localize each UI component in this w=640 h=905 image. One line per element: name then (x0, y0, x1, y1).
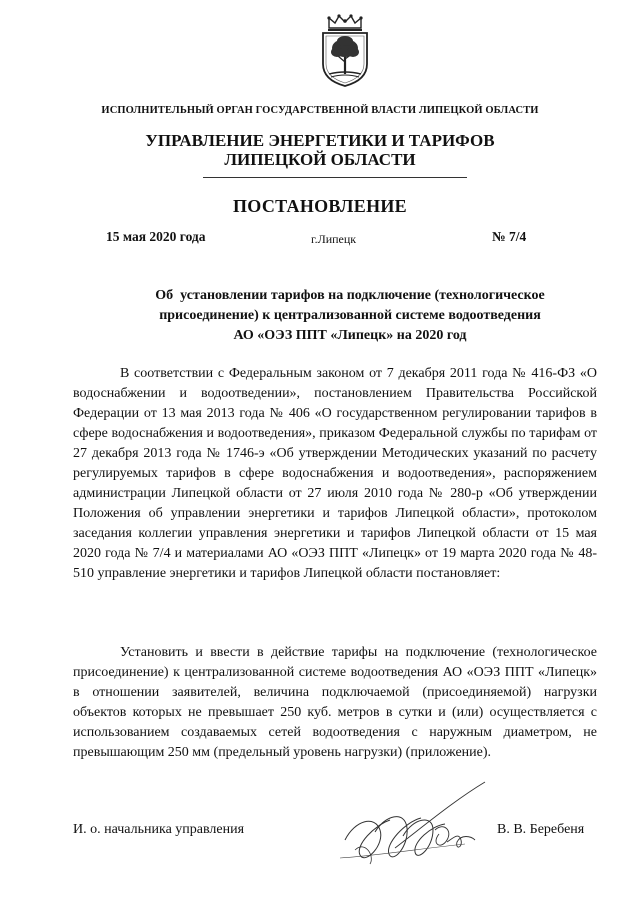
document-number: № 7/4 (492, 229, 527, 244)
document-subject (90, 286, 610, 346)
department-line-1: УПРАВЛЕНИЕ ЭНЕРГЕТИКИ И ТАРИФОВ (145, 131, 495, 150)
document-city: г.Липецк (311, 232, 357, 246)
subject-line-1: Об установлении тарифов на подключение (технологическое (155, 288, 545, 303)
signatory-title: И. о. начальника управления (73, 822, 245, 837)
signatory-name: В. В. Беребеня (497, 822, 585, 837)
body-paragraph-2: Установить и ввести в действие тарифы на подключение (технологическое присоединение) к централизованной системе водоотведения АО «ОЭЗ ППТ «Липецк» в отношении заявителей, величина подключаемой (присоединяемой) нагрузки объектов которых не превышает 250 куб. метров в сутки и (или) осуществляется с использованием создаваемых сетей водоотведения с наружным диаметром, не превышающим 250 мм (предельный уровень нагрузки) (приложение). (73, 645, 597, 760)
document-date: 15 мая 2020 года (106, 229, 206, 244)
body-paragraph-1: В соответствии с Федеральным законом от 7 декабря 2011 года № 416-ФЗ «О водоснабжении и водоотведении», постановлением Правительства Российской Федерации от 13 мая 2013 года № 406 «О государственном регулировании тарифов в сфере водоснабжения и водоотведения», приказом Федеральной службы по тарифам от 27 декабря 2013 года № 1746-э «Об утверждении Методических указаний по расчету регулируемых тарифов в сфере водоснабжения и водоотведения», распоряжением администрации Липецкой области от 27 июля 2010 года № 280-р «Об утверждении Положения об управлении энергетики и тарифов Липецкой области», протоколом заседания коллегии управления энергетики и тарифов Липецкой области от 15 мая 2020 года № 7/4 и материалами АО «ОЭЗ ППТ «Липецк» от 19 марта 2020 года № 48-510 управление энергетики и тарифов Липецкой области постановляет: (73, 366, 597, 581)
authority-name: ИСПОЛНИТЕЛЬНЫЙ ОРГАН ГОСУДАРСТВЕННОЙ ВЛАСТИ ЛИПЕЦКОЙ ОБЛАСТИ (101, 105, 539, 116)
department-name (0, 131, 640, 169)
department-line-2: ЛИПЕЦКОЙ ОБЛАСТИ (224, 150, 416, 169)
document-type: ПОСТАНОВЛЕНИЕ (233, 196, 407, 216)
subject-line-3: АО «ОЭЗ ППТ «Липецк» на 2020 год (233, 328, 467, 343)
subject-line-2: присоединение) к централизованной системе водоотведения (159, 308, 541, 323)
header-divider (203, 177, 467, 178)
coat-of-arms-icon (317, 14, 373, 88)
